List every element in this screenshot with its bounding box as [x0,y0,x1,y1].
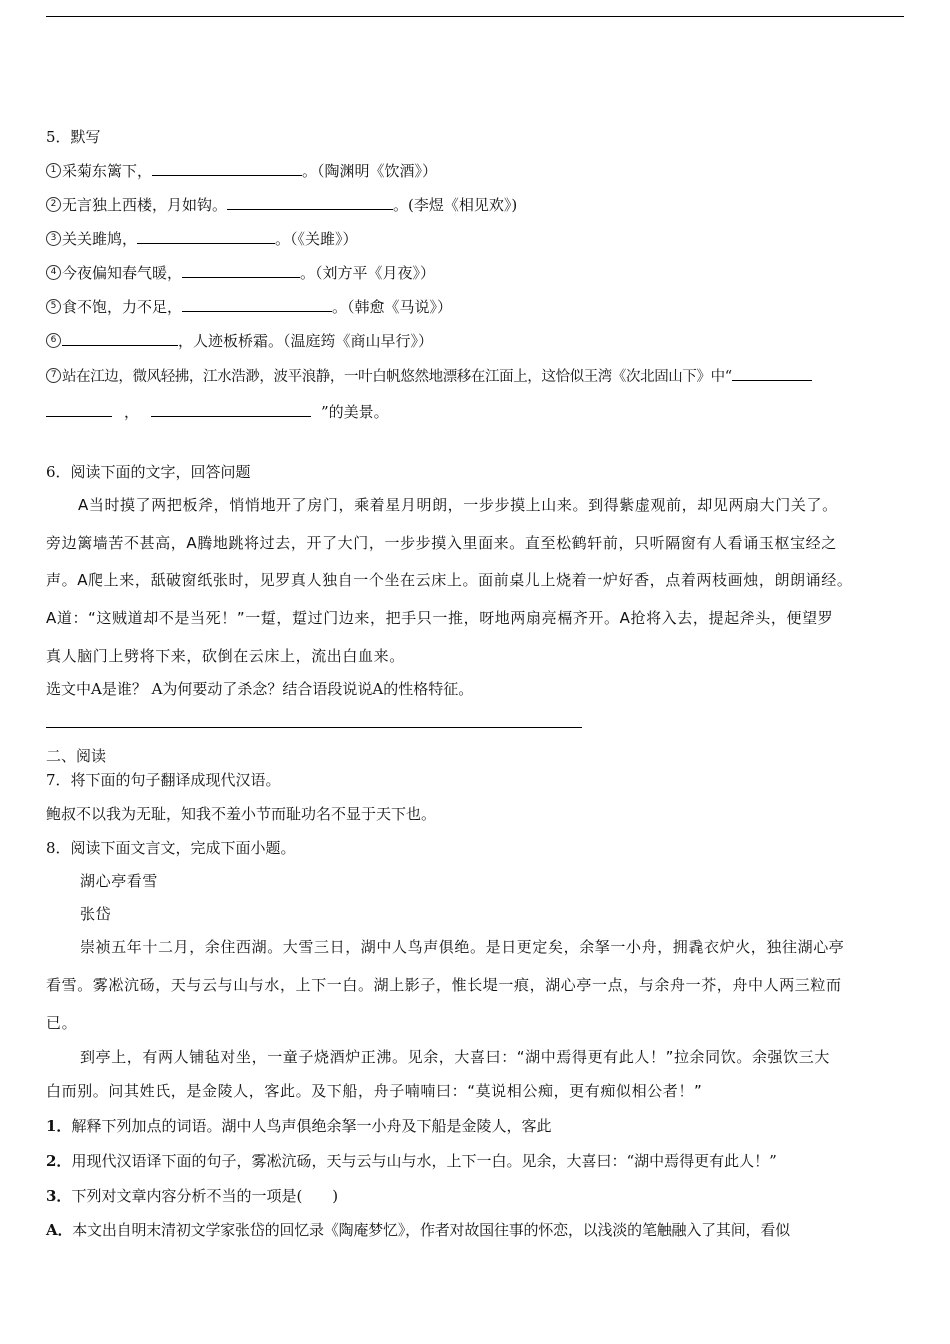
q8-passage-line: 看雪。雾凇沆砀，天与云与山与水，上下一白。湖上影子，惟长堤一痕，湖心亭一点，与余舟一芥，舟中人两三粒而 [46,976,842,994]
section-heading: 二、阅读 [46,747,107,765]
answer-blank[interactable] [227,195,393,210]
circled-number-icon: 6 [46,333,61,348]
q5-item-4: 4 今夜偏知春气暖， 。（刘方平《月夜》） [46,263,435,283]
q8-passage-line: 白而别。问其姓氏，是金陵人，客此。及下船，舟子喃喃曰：“莫说相公痴，更有痴似相公者！” [46,1082,703,1100]
q8-heading: 8．阅读下面文言文，完成下面小题。 [46,839,296,857]
answer-blank[interactable] [152,161,302,176]
q5-heading: 5．默写 [46,128,101,146]
answer-blank[interactable] [46,402,112,417]
q7-heading: 7．将下面的句子翻译成现代汉语。 [46,771,281,789]
q7-sentence: 鲍叔不以我为无耻，知我不羞小节而耻功名不显于天下也。 [46,805,437,823]
q8-passage-line: 已。 [46,1014,78,1032]
q5-item-6: 6 ，人迹板桥霜。（温庭筠《商山早行》） [46,331,433,351]
q6-passage-line: A当时摸了两把板斧，悄悄地开了房门，乘着星月明朗，一步步摸上山来。到得紫虚观前，却见两扇大门关了。 [78,496,838,514]
answer-blank[interactable] [182,297,332,312]
q6-passage-line: 旁边篱墙苦不甚高，A腾地跳将过去，开了大门，一步步摸入里面来。直至松鹤轩前，只听隔窗有人看诵玉枢宝经之 [46,534,837,552]
q6-passage-line: 声。A爬上来，舐破窗纸张时，见罗真人独自一个坐在云床上。面前桌儿上烧着一炉好香，点着两枝画烛，朗朗诵经。 [46,571,853,589]
circled-number-icon: 4 [46,265,61,280]
q8-passage-line: 崇祯五年十二月，余住西湖。大雪三日，湖中人鸟声俱绝。是日更定矣，余拏一小舟，拥毳衣炉火，独往湖心亭 [80,938,845,956]
q6-heading: 6．阅读下面的文字，回答问题 [46,463,251,481]
circled-number-icon: 1 [46,163,61,178]
answer-blank[interactable] [182,263,300,278]
q6-question: 选文中A是谁？ A为何要动了杀念？结合语段说说A的性格特征。 [46,680,474,698]
q6-passage-line: A道：“这贼道却不是当死！”一踅，踅过门边来，把手只一推，呀地两扇亮槅齐开。A抢将入去，提起斧头，便望罗 [46,609,834,627]
circled-number-icon: 7 [46,368,61,383]
circled-number-icon: 3 [46,231,61,246]
circled-number-icon: 5 [46,299,61,314]
answer-blank[interactable] [137,229,275,244]
q5-item-1: 1 采菊东篱下， 。（陶渊明《饮酒》） [46,161,437,181]
q5-item-7-continuation: ， ”的美景。 [46,402,389,422]
q8-subquestion-3: 3．下列对文章内容分析不当的一项是( ) [46,1187,339,1205]
q6-passage-line: 真人脑门上劈将下来，砍倒在云床上，流出白血来。 [46,647,405,665]
page-top-rule [46,16,904,17]
circled-number-icon: 2 [46,197,61,212]
q8-option-a[interactable]: A．本文出自明末清初文学家张岱的回忆录《陶庵梦忆》，作者对故国往事的怀恋，以浅淡的笔触融入了其间，看似 [46,1221,790,1239]
q8-passage-line: 到亭上，有两人铺毡对坐，一童子烧酒炉正沸。见余，大喜曰：“湖中焉得更有此人！”拉余同饮。余强饮三大 [80,1048,830,1066]
answer-blank[interactable] [62,331,178,346]
passage-author: 张岱 [80,905,112,923]
answer-blank[interactable] [151,402,311,417]
passage-title: 湖心亭看雪 [80,872,159,890]
q8-subquestion-1: 1．解释下列加点的词语。湖中人鸟声俱绝余拏一小舟及下船是金陵人，客此 [46,1117,552,1135]
q5-item-7: 7 站在江边，微风轻拂，江水浩渺，波平浪静，一叶白帆悠然地漂移在江面上，这恰似王湾《次北固山下》中“ [46,366,812,387]
q5-item-3: 3 关关雎鸠， 。（《关雎》） [46,229,358,249]
answer-line[interactable] [46,727,582,728]
q8-subquestion-2: 2．用现代汉语译下面的句子，雾凇沆砀，天与云与山与水，上下一白。见余，大喜曰：“湖中焉得更有此人！” [46,1152,777,1170]
answer-blank[interactable] [732,366,812,381]
q5-item-5: 5 食不饱，力不足， 。（韩愈《马说》） [46,297,452,317]
q5-item-2: 2 无言独上西楼，月如钩。 。(李煜《相见欢》) [46,195,517,215]
